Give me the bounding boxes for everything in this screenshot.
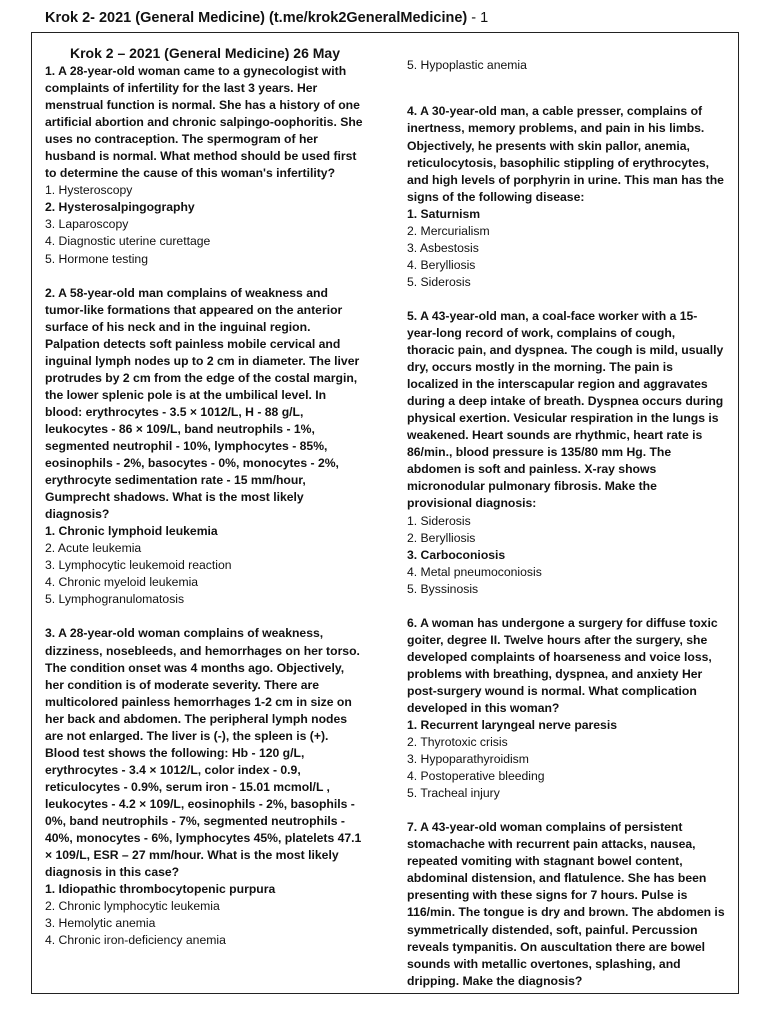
question-3 — [45, 625, 365, 949]
answer-option: 3. Hypoparathyroidism — [407, 752, 529, 767]
answer-option: 2. Berylliosis — [407, 530, 476, 545]
answer-option: 4. Chronic iron-deficiency anemia — [45, 933, 226, 948]
question-stem: 4. A 30-year-old man, a cable presser, complains of inertness, memory problems, and pain in his limbs. Objectively, he presents with skin pallor, anemia, reticulocytosis, basophilic stippling of erythrocytes, and high levels of porphyrin in urine. This man has the signs of the following disease: — [407, 104, 724, 204]
answer-option: 1. Siderosis — [407, 513, 471, 528]
answer-option: 1. Hysteroscopy — [45, 183, 133, 198]
answer-option: 4. Berylliosis — [407, 257, 476, 272]
answer-option: 4. Metal pneumoconiosis — [407, 564, 542, 579]
answer-option: 5. Tracheal injury — [407, 786, 500, 801]
answer-option: 5. Lymphogranulomatosis — [45, 592, 185, 607]
answer-option: 5. Hormone testing — [45, 251, 148, 266]
question-7 — [407, 819, 725, 989]
answer-option: 5. Siderosis — [407, 274, 471, 289]
question-5 — [407, 308, 725, 598]
question-stem: 6. A woman has undergone a surgery for diffuse toxic goiter, degree II. Twelve hours after the surgery, she developed complaints of hoarseness and voice loss, problems with breathing, dyspnea, and anxiety Her post-surgery wound is normal. What complication developed in this woman? — [407, 615, 718, 715]
question-stem: 2. A 58-year-old man complains of weakness and tumor-like formations that appeared on the anterior surface of his neck and in the inguinal region. Palpation detects soft painless mobile cervical and inguinal lymph nodes up to 2 cm in diameter. The liver protrudes by 2 cm from the edge of the costal margin, the lower splenic pole is at the umbilical level. In blood: erythrocytes - 3.5 × 1012/L, H - 88 g/L, leukocytes - 86 × 109/L, band neutrophils - 1%, segmented neutrophil - 10%, lymphocytes - 85%, eosinophils - 2%, basocytes - 0%, monocytes - 2%, erythrocyte sedimentation rate - 15 mm/hour, Gumprecht shadows. What is the most likely diagnosis? — [45, 285, 360, 522]
answer-option: 3. Lymphocytic leukemoid reaction — [45, 558, 232, 573]
answer-option-correct: 3. Carboconiosis — [407, 547, 506, 562]
question-2 — [45, 285, 365, 609]
answer-option: 2. Thyrotoxic crisis — [407, 735, 508, 750]
answer-option: 3. Hemolytic anemia — [45, 916, 156, 931]
answer-option-correct: 1. Recurrent laryngeal nerve paresis — [407, 718, 618, 733]
answer-option: 5. Byssinosis — [407, 581, 479, 596]
answer-option-correct: 2. Hysterosalpingography — [45, 200, 195, 215]
question-4 — [407, 103, 725, 291]
answer-option: 4. Postoperative bleeding — [407, 769, 545, 784]
question-stem: 5. A 43-year-old man, a coal-face worker with a 15-year-long record of work, complains of cough, thoracic pain, and dyspnea. The cough is mild, usually dry, occurs mostly in the morning. The pain is localized in the interscapular region and aggravates during a deep intake of breath. Dyspnea occurs during physical exertion. Vesicular respiration in the lungs is weakened. Heart sounds are rhythmic, heart rate is 86/min., blood pressure is 135/80 mm Hg. The abdomen is soft and painless. X-ray shows micronodular pulmonary fibrosis. Make the provisional diagnosis: — [407, 308, 724, 511]
question-6 — [407, 615, 725, 803]
header-title: Krok 2- 2021 (General Medicine) (t.me/krok2GeneralMedicine) — [45, 10, 468, 26]
header-page-number: - 1 — [467, 10, 489, 26]
answer-option: 3. Laparoscopy — [45, 217, 129, 232]
answer-option-correct: 1. Saturnism — [407, 206, 481, 221]
answer-option-correct: 1. Chronic lymphoid leukemia — [45, 524, 218, 539]
question-stem: 3. A 28-year-old woman complains of weakness, dizziness, nosebleeds, and hemorrhages on her torso. The condition onset was 4 months ago. Objectively, her condition is of moderate severity. There are multicolored painless hemorrhages 1-2 cm in size on her back and abdomen. The peripheral lymph nodes are not enlarged. The liver is (-), the spleen is (+). Blood test shows the following: Hb - 120 g/L, erythrocytes - 3.4 × 1012/L, color index - 0.9, reticulocytes - 0.9%, serum iron - 15.01 mcmol/L , leukocytes - 4.2 × 109/L, eosinophils - 2%, basophils - 0%, band neutrophils - 7%, segmented neutrophils - 40%, monocytes - 6%, lymphocytes 45%, platelets 47.1 × 109/L, ESR – 27 mm/hour. What is the most likely diagnosis in this case? — [45, 626, 362, 880]
right-column — [407, 45, 725, 990]
answer-option: 2. Chronic lymphocytic leukemia — [45, 899, 220, 914]
answer-option: 3. Asbestosis — [407, 240, 479, 255]
page-header — [45, 8, 488, 28]
left-column — [45, 44, 365, 949]
answer-option: 4. Chronic myeloid leukemia — [45, 575, 199, 590]
answer-option: 2. Acute leukemia — [45, 541, 142, 556]
answer-option: 2. Mercurialism — [407, 223, 490, 238]
question-stem: 7. A 43-year-old woman complains of persistent stomachache with recurrent pain attacks, nausea, repeated vomiting with stagnant bowel content, abdominal distension, and flatulence. She has been presenting with these signs for 7 hours. Pulse is 116/min. The tongue is dry and brown. The abdomen is symmetrically distended, soft, painful. Percussion reveals tympanitis. On auscultation there are bowel sounds with metallic overtones, splashing, and dripping. Make the diagnosis? — [407, 820, 725, 988]
question-1 — [45, 63, 365, 268]
document-title: Krok 2 – 2021 (General Medicine) 26 May — [69, 45, 340, 61]
answer-option-correct: 1. Idiopathic thrombocytopenic purpura — [45, 882, 276, 897]
answer-option: 4. Diagnostic uterine curettage — [45, 234, 211, 249]
question-stem: 1. A 28-year-old woman came to a gynecologist with complaints of infertility for the last 3 years. Her menstrual function is normal. She has a history of one artificial abortion and chronic salpingo-oophoritis. She uses no contraception. The spermogram of her husband is normal. What method should be used first to determine the cause of this woman's infertility? — [45, 64, 363, 181]
answer-option: 5. Hypoplastic anemia — [407, 58, 527, 73]
